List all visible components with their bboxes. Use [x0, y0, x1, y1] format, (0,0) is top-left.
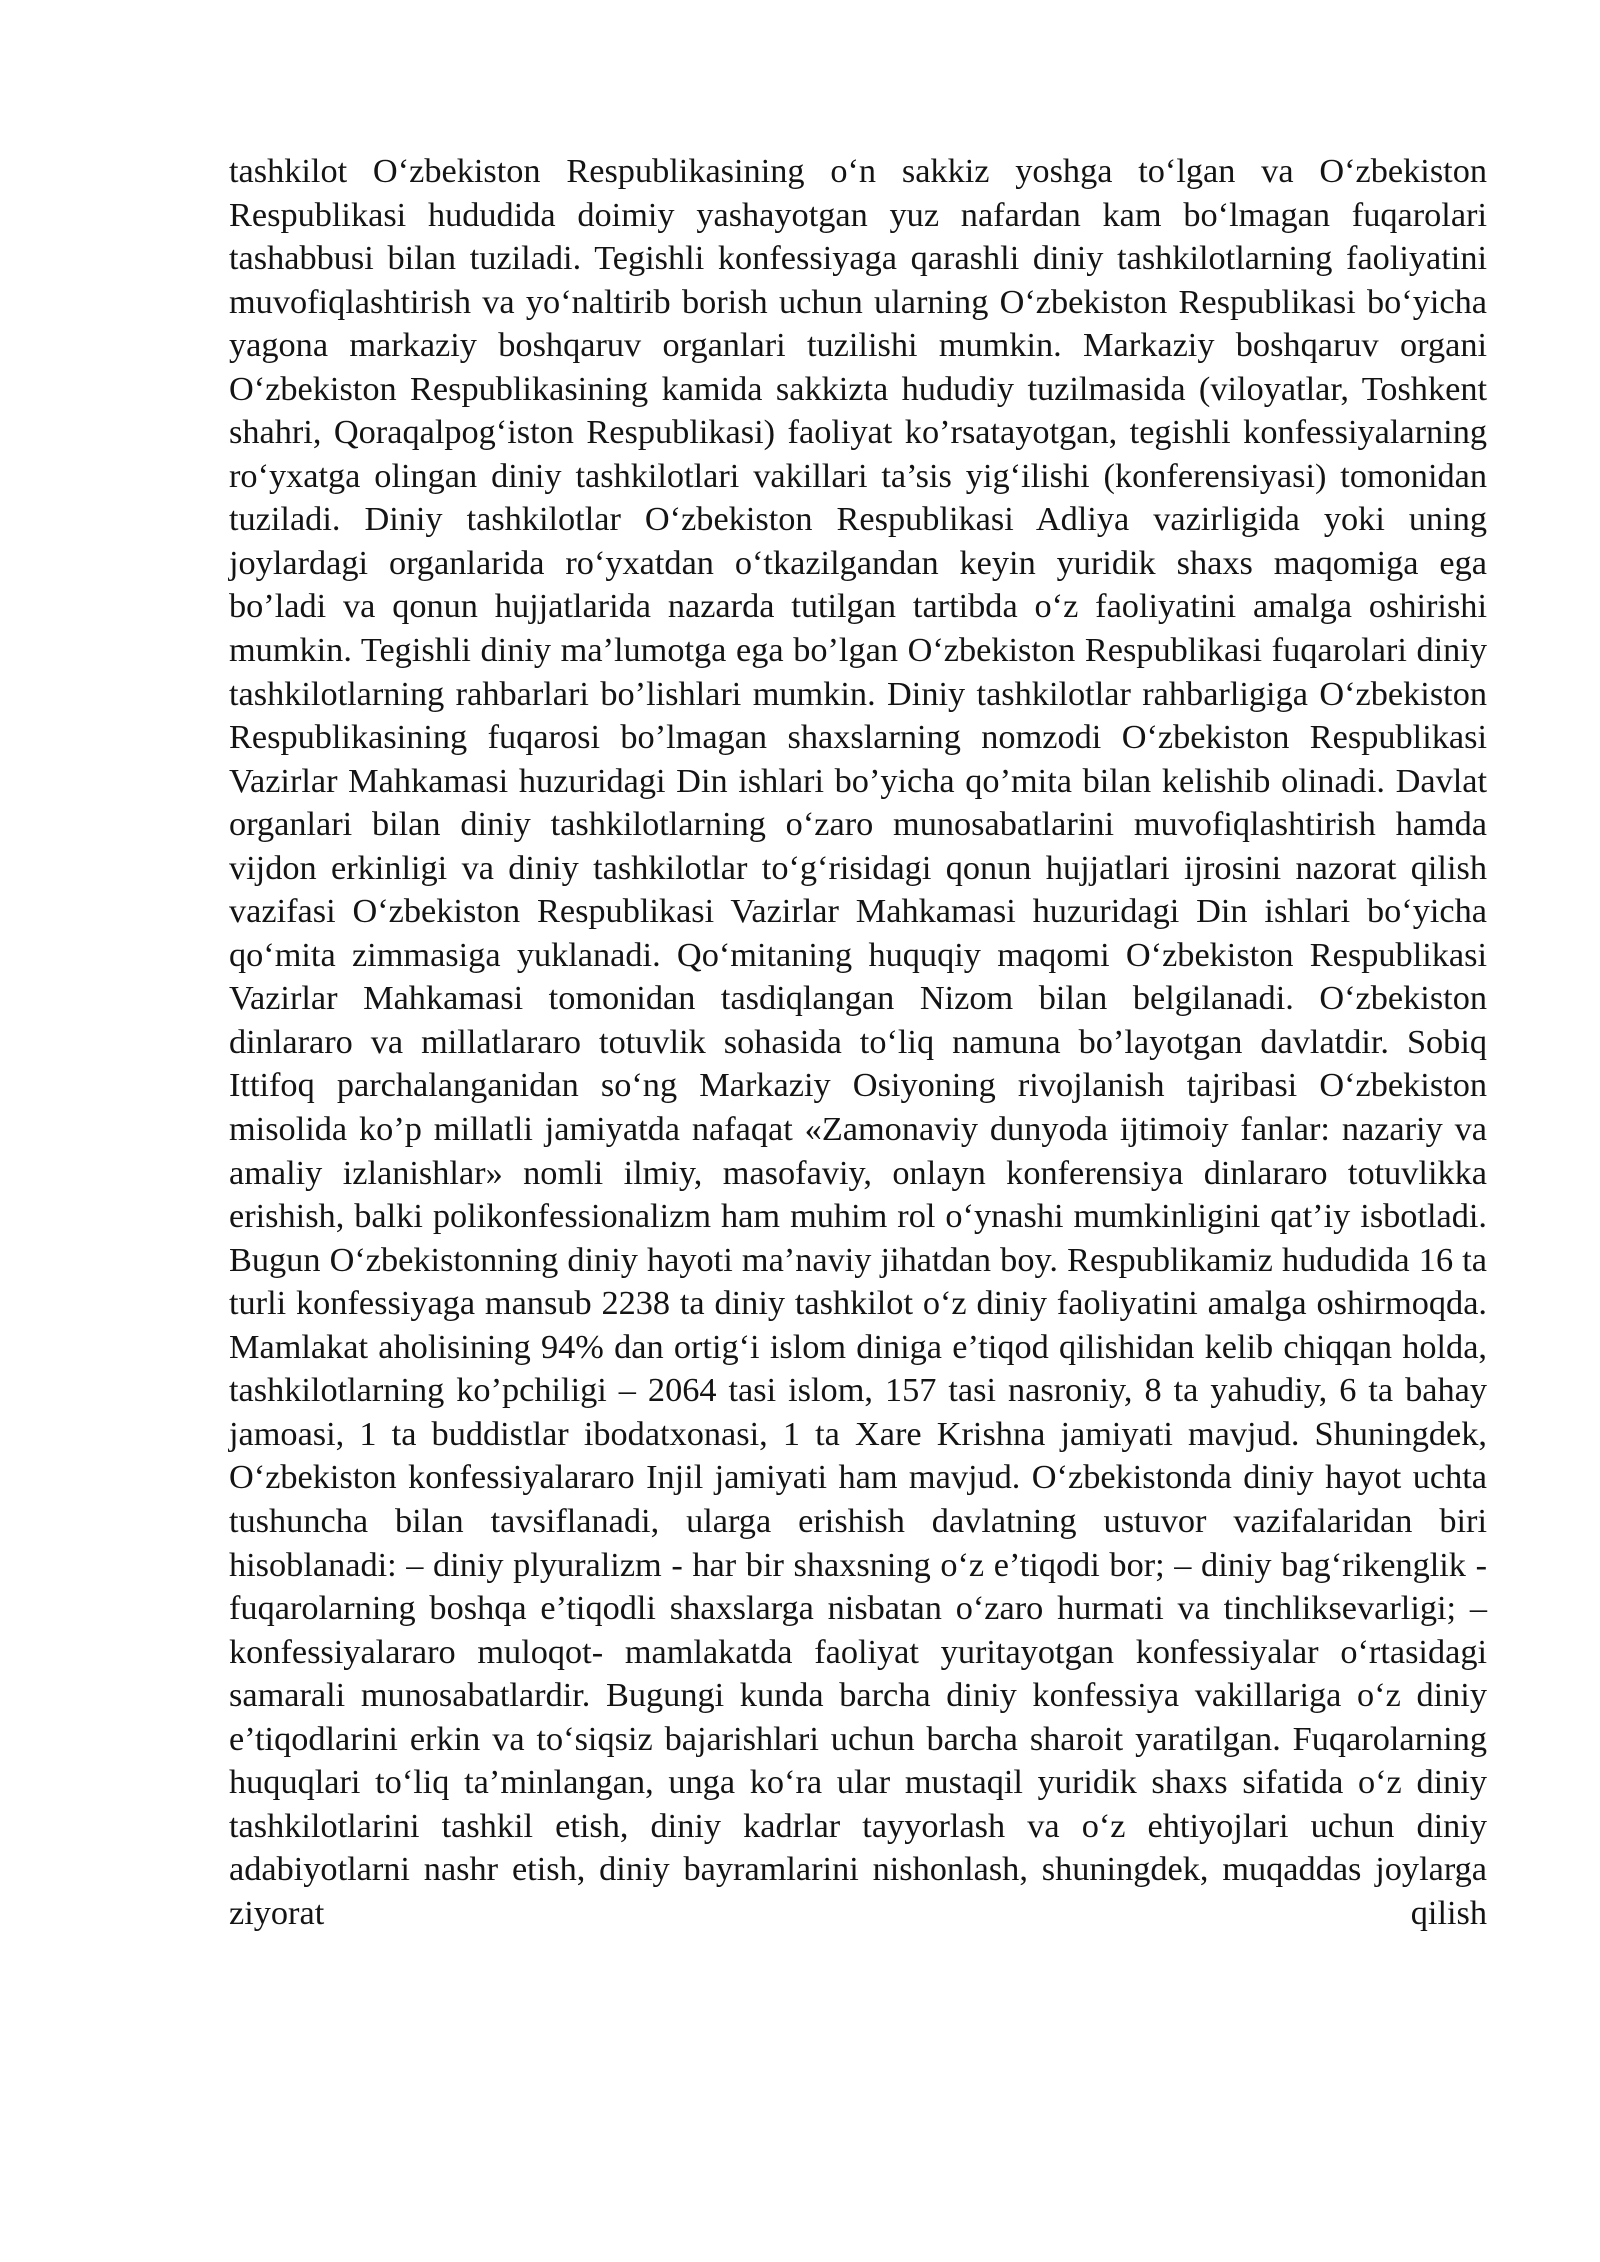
paragraph: tashkilot O‘zbekiston Respublikasining o‘n sakkiz yoshga to‘lgan va O‘zbekiston Respublikasi hududida doimiy yashayotgan yuz nafardan kam bo‘lmagan fuqarolari tashabbusi bilan tuziladi. Tegishli konfessiyaga qarashli diniy tashkilotlarning faoliyatini muvofiqlashtirish va yo‘naltirib borish uchun ularning O‘zbekiston Respublikasi bo‘yicha yagona markaziy boshqaruv organlari tuzilishi mumkin. Markaziy boshqaruv organi O‘zbekiston Respublikasining kamida sakkizta hududiy tuzilmasida (viloyatlar, Toshkent shahri, Qoraqalpog‘iston Respublikasi) faoliyat ko’rsatayotgan, tegishli konfessiyalarning ro‘yxatga olingan diniy tashkilotlari vakillari ta’sis yig‘ilishi (konferensiyasi) tomonidan tuziladi. Diniy tashkilotlar O‘zbekiston Respublikasi Adliya vazirligida yoki uning joylardagi organlarida ro‘yxatdan o‘tkazilgandan keyin yuridik shaxs maqomiga ega bo’ladi va qonun hujjatlarida nazarda tutilgan tartibda o‘z faoliyatini amalga oshirishi mumkin. Tegishli diniy ma’lumotga ega bo’lgan O‘zbekiston Respublikasi fuqarolari diniy tashkilotlarning rahbarlari bo’lishlari mumkin. Diniy tashkilotlar rahbarligiga O‘zbekiston Respublikasining fuqarosi bo’lmagan shaxslarning nomzodi O‘zbekiston Respublikasi Vazirlar Mahkamasi huzuridagi Din ishlari bo’yicha qo’mita bilan kelishib olinadi. Davlat organlari bilan diniy tashkilotlarning o‘zaro munosabatlarini muvofiqlashtirish hamda vijdon erkinligi va diniy tashkilotlar to‘g‘risidagi qonun hujjatlari ijrosini nazorat qilish vazifasi O‘zbekiston Respublikasi Vazirlar Mahkamasi huzuridagi Din ishlari bo‘yicha qo‘mita zimmasiga yuklanadi. Qo‘mitaning huquqiy maqomi O‘zbekiston Respublikasi Vazirlar Mahkamasi tomonidan tasdiqlangan Nizom bilan belgilanadi. O‘zbekiston dinlararo va millatlararo totuvlik sohasida to‘liq namuna bo’layotgan davlatdir. Sobiq Ittifoq parchalanganidan so‘ng Markaziy Osiyoning rivojlanish tajribasi O‘zbekiston misolida ko’p millatli jamiyatda nafaqat «Zamonaviy dunyoda ijtimoiy fanlar: nazariy va amaliy izlanishlar» nomli ilmiy, masofaviy, onlayn konferensiya dinlararo totuvlikka erishish, balki polikonfessionalizm ham muhim rol o‘ynashi mumkinligini qat’iy isbotladi. Bugun O‘zbekistonning diniy hayoti ma’naviy jihatdan boy. Respublikamiz hududida 16 ta turli konfessiyaga mansub 2238 ta diniy tashkilot o‘z diniy faoliyatini amalga oshirmoqda. Mamlakat aholisining 94% dan ortig‘i islom diniga e’tiqod qilishidan kelib chiqqan holda, tashkilotlarning ko’pchiligi – 2064 tasi islom, 157 tasi nasroniy, 8 ta yahudiy, 6 ta bahay jamoasi, 1 ta buddistlar ibodatxonasi, 1 ta Xare Krishna jamiyati mavjud. Shuningdek, O‘zbekiston konfessiyalararo Injil jamiyati ham mavjud. O‘zbekistonda diniy hayot uchta tushuncha bilan tavsiflanadi, ularga erishish davlatning ustuvor vazifalaridan biri hisoblanadi: – diniy plyuralizm - har bir shaxsning o‘z e’tiqodi bor; – diniy bag‘rikenglik - fuqarolarning boshqa e’tiqodli shaxslarga nisbatan o‘zaro hurmati va tinchliksevarligi; – konfessiyalararo muloqot- mamlakatda faoliyat yuritayotgan konfessiyalar o‘rtasidagi samarali munosabatlardir. Bugungi kunda barcha diniy konfessiya vakillariga o‘z diniy e’tiqodlarini erkin va to‘siqsiz bajarishlari uchun barcha sharoit yaratilgan. Fuqarolarning huquqlari to‘liq ta’minlangan, unga ko‘ra ular mustaqil yuridik shaxs sifatida o‘z diniy tashkilotlarini tashkil etish, diniy kadrlar tayyorlash va o‘z ehtiyojlari uchun diniy adabiyotlarni nashr etish, diniy bayramlarini nishonlash, shuningdek, muqaddas joylarga ziyorat qilish	[229, 152, 1487, 1932]
body-text	[229, 150, 1487, 1935]
